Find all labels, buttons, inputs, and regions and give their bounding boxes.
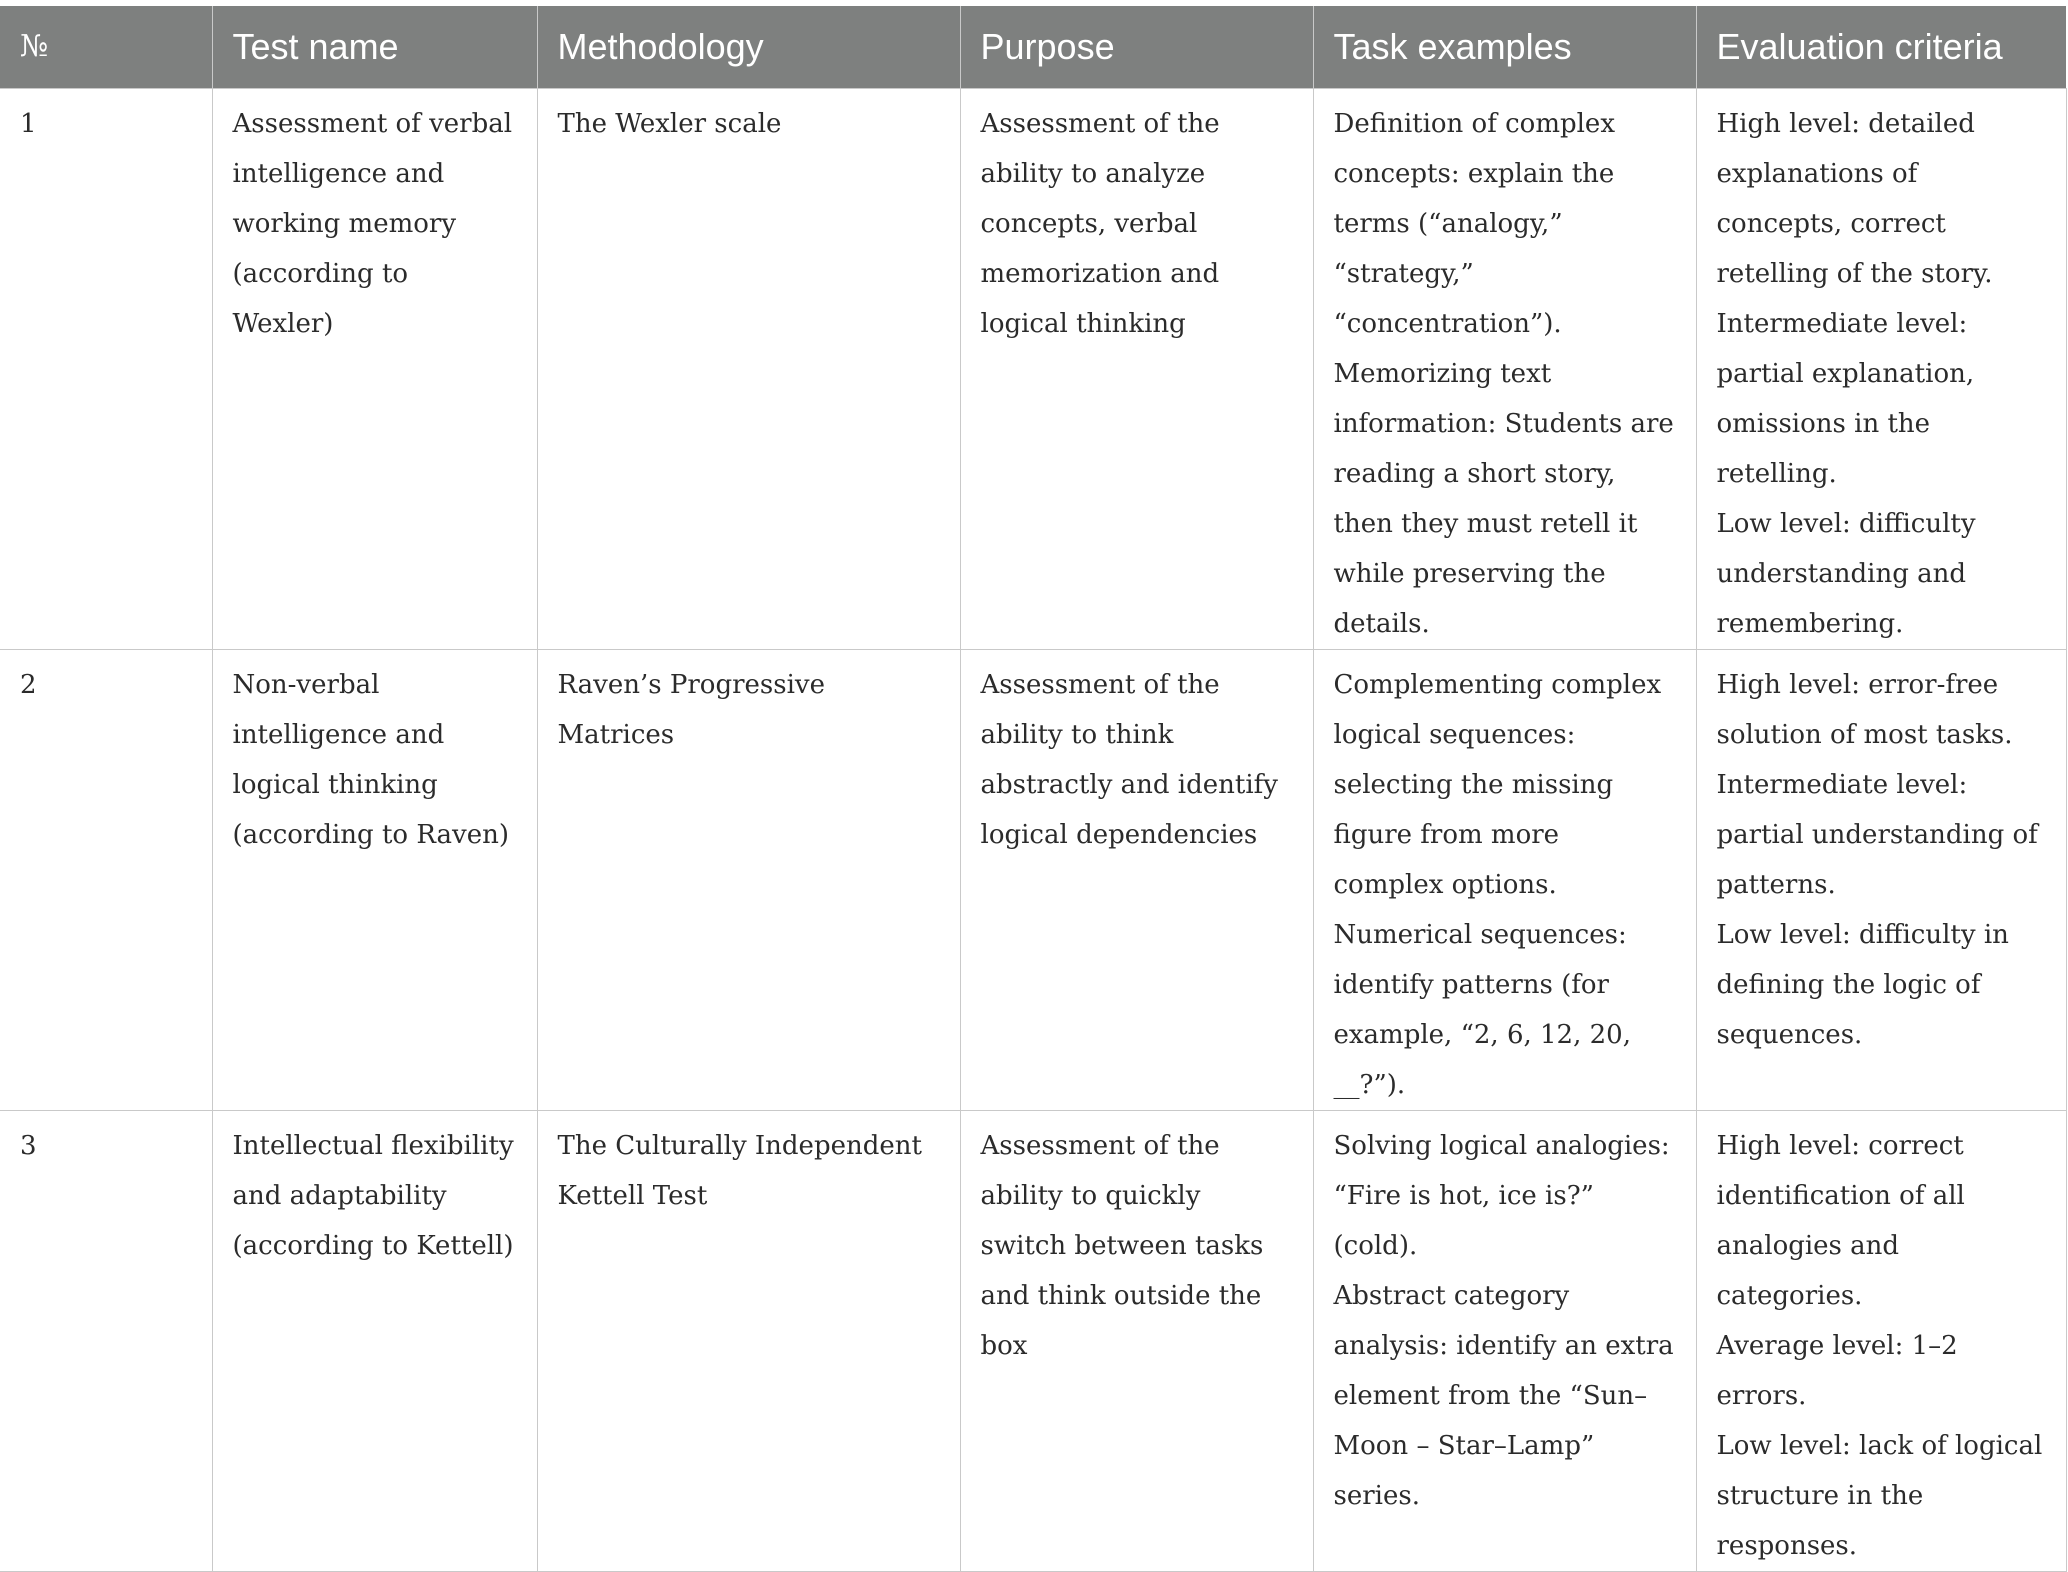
- task-example-line: Abstract category analysis: identify an extra element from the “Sun–Moon – Star–Lamp” series.: [1333, 1280, 1674, 1511]
- criteria-line: High level: detailed explanations of concepts, correct retelling of the story.: [1716, 108, 1993, 289]
- criteria-line: Intermediate level: partial explanation, omissions in the retelling.: [1716, 308, 1975, 489]
- criteria-line: High level: correct identification of all analogies and categories.: [1716, 1130, 1965, 1311]
- cell-number: 3: [0, 1110, 212, 1571]
- criteria-line: Low level: difficulty in defining the logic of sequences.: [1716, 919, 2009, 1050]
- header-number: №: [0, 6, 212, 88]
- header-task-examples: Task examples: [1313, 6, 1696, 88]
- header-purpose: Purpose: [960, 6, 1313, 88]
- cell-test-name: Assessment of verbal intelligence and working memory (according to Wexler): [212, 88, 537, 649]
- cell-test-name: Intellectual flexibility and adaptability (according to Kettell): [212, 1110, 537, 1571]
- methodology-table-container: [0, 6, 2066, 1572]
- table-row: [0, 88, 2066, 649]
- criteria-line: Average level: 1–2 errors.: [1716, 1330, 1958, 1411]
- cell-test-name: Non-verbal intelligence and logical thinking (according to Raven): [212, 649, 537, 1110]
- criteria-line: Low level: difficulty understanding and remembering.: [1716, 508, 1976, 639]
- cell-task-examples: [1313, 1110, 1696, 1571]
- cell-evaluation-criteria: [1696, 88, 2066, 649]
- table-body: [0, 88, 2066, 1571]
- task-example-line: Complementing complex logical sequences: selecting the missing figure from more complex options. Numerical sequences: identify patterns (for example, “2, 6, 12, 20, __?”).: [1333, 669, 1662, 1100]
- criteria-line: High level: error-free solution of most tasks.: [1716, 669, 2013, 750]
- criteria-line: Low level: lack of logical structure in the responses.: [1716, 1430, 2043, 1561]
- header-row: [0, 6, 2066, 88]
- cell-purpose: Assessment of the ability to quickly switch between tasks and think outside the box: [960, 1110, 1313, 1571]
- cell-methodology: The Wexler scale: [537, 88, 960, 649]
- header-test-name: Test name: [212, 6, 537, 88]
- cell-purpose: Assessment of the ability to analyze concepts, verbal memorization and logical thinking: [960, 88, 1313, 649]
- cell-task-examples: [1313, 88, 1696, 649]
- methodology-table: [0, 6, 2067, 1572]
- cell-number: 2: [0, 649, 212, 1110]
- header-evaluation-criteria: Evaluation criteria: [1696, 6, 2066, 88]
- task-example-line: Definition of complex concepts: explain the terms (“analogy,” “strategy,” “concentration”).: [1333, 108, 1615, 339]
- criteria-line: Intermediate level: partial understanding of patterns.: [1716, 769, 2038, 900]
- table-row: [0, 1110, 2066, 1571]
- cell-number: 1: [0, 88, 212, 649]
- task-example-line: Solving logical analogies: “Fire is hot, ice is?” (cold).: [1333, 1130, 1670, 1261]
- header-methodology: Methodology: [537, 6, 960, 88]
- cell-methodology: Raven’s Progressive Matrices: [537, 649, 960, 1110]
- task-example-line: Memorizing text information: Students are reading a short story, then they must retell it while preserving the details.: [1333, 358, 1674, 639]
- cell-task-examples: [1313, 649, 1696, 1110]
- cell-evaluation-criteria: [1696, 1110, 2066, 1571]
- cell-purpose: Assessment of the ability to think abstractly and identify logical dependencies: [960, 649, 1313, 1110]
- table-header: [0, 6, 2066, 88]
- cell-evaluation-criteria: [1696, 649, 2066, 1110]
- cell-methodology: The Culturally Independent Kettell Test: [537, 1110, 960, 1571]
- table-row: [0, 649, 2066, 1110]
